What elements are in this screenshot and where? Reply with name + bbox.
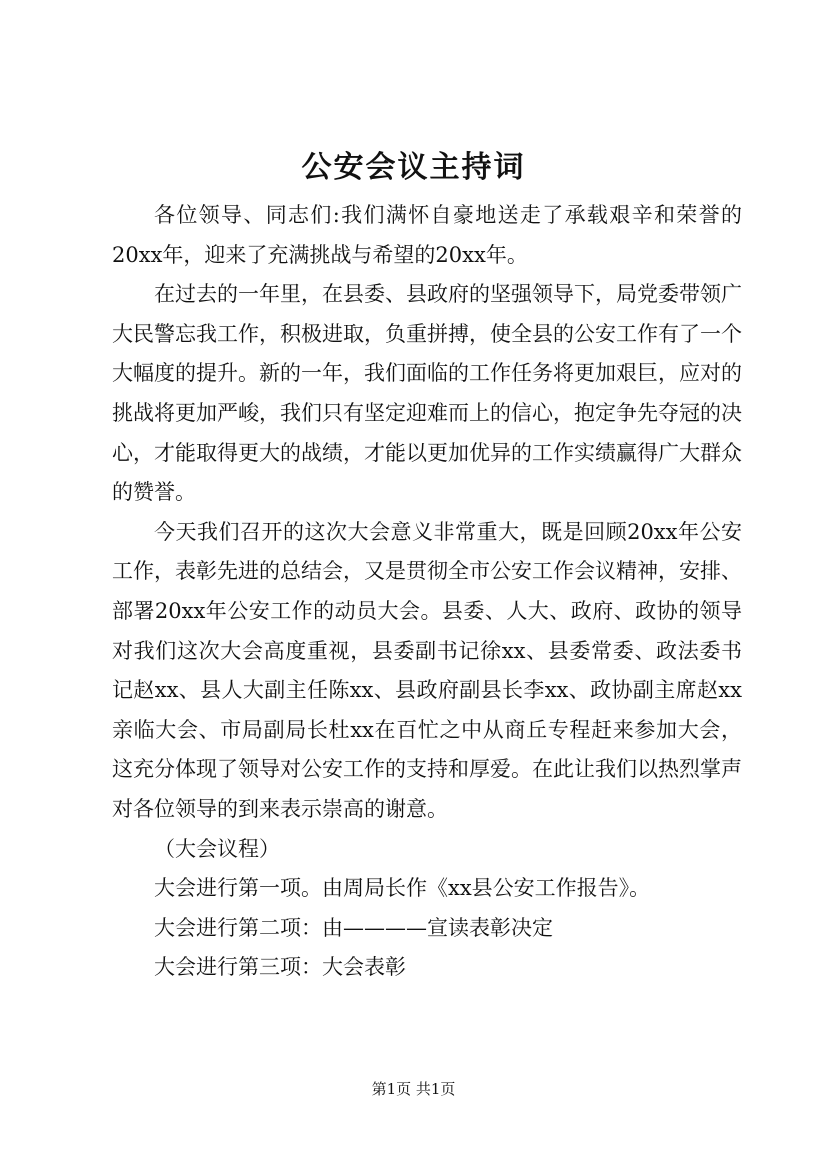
paragraph-agenda-item-1: 大会进行第一项。由周局长作《xx县公安工作报告》。 <box>154 876 651 901</box>
paragraph-greeting: 各位领导、同志们:我们满怀自豪地送走了承载艰辛和荣誉的20xx年，迎来了充满挑战与希望的20xx年。 <box>112 203 742 267</box>
paragraph-meeting-significance: 今天我们召开的这次大会意义非常重大，既是回顾20xx年公安工作，表彰先进的总结会，又是贯彻全市公安工作会议精神，安排、部署20xx年公安工作的动员大会。县委、人大、政府、政协的领导对我们这次大会高度重视，县委副书记徐xx、县委常委、政法委书记赵xx、县人大副主任陈xx、县政府副县长李xx、政协副主席赵xx亲临大会、市局副局长杜xx在百忙之中从商丘专程赶来参加大会，这充分体现了领导对公安工作的支持和厚爱。在此让我们以热烈掌声对各位领导的到来表示崇高的谢意。 <box>112 519 742 821</box>
paragraph-agenda-item-2: 大会进行第二项：由————宣读表彰决定 <box>154 915 553 940</box>
page-number-footer: 第1页 共1页 <box>371 1080 456 1098</box>
paragraph-agenda-heading: （大会议程） <box>154 836 280 861</box>
document-body <box>112 196 742 988</box>
paragraph-past-year: 在过去的一年里，在县委、县政府的坚强领导下，局党委带领广大民警忘我工作，积极进取，负重拼搏，使全县的公安工作有了一个大幅度的提升。新的一年，我们面临的工作任务将更加艰巨，应对的挑战将更加严峻，我们只有坚定迎难而上的信心，抱定争先夺冠的决心，才能取得更大的战绩，才能以更加优异的工作实绩赢得广大群众的赞誉。 <box>112 282 742 505</box>
document-title: 公安会议主持词 <box>301 150 526 185</box>
paragraph-agenda-item-3: 大会进行第三项：大会表彰 <box>154 955 406 980</box>
